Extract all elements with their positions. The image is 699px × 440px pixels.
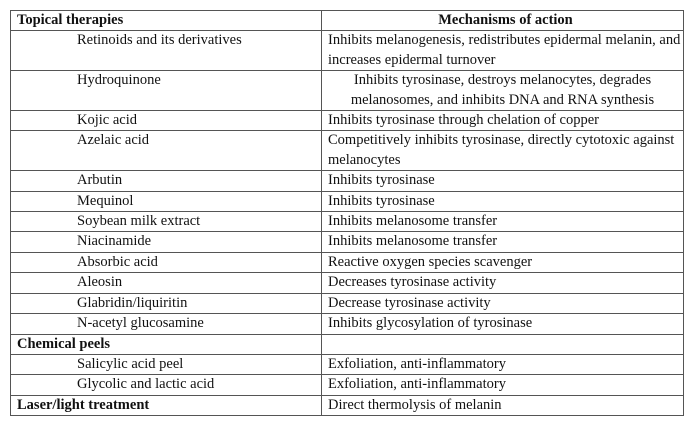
therapy-name: N-acetyl glucosamine <box>11 314 322 334</box>
table-row <box>11 212 684 232</box>
table-row <box>11 252 684 272</box>
therapy-name: Mequinol <box>11 191 322 211</box>
therapy-name: Glabridin/liquiritin <box>11 293 322 313</box>
therapy-name: Hydroquinone <box>11 71 322 111</box>
header-topical-therapies: Topical therapies <box>11 11 322 31</box>
mechanism-text <box>322 334 684 354</box>
header-mechanisms-of-action: Mechanisms of action <box>322 11 684 31</box>
table-row <box>11 111 684 131</box>
therapy-name: Retinoids and its derivatives <box>11 31 322 71</box>
table-row <box>11 191 684 211</box>
section-title: Laser/light treatment <box>11 395 322 415</box>
mechanism-text: Competitively inhibits tyrosinase, directly cytotoxic against melanocytes <box>322 131 684 171</box>
table-row <box>11 31 684 71</box>
table-row <box>11 171 684 191</box>
section-title: Chemical peels <box>11 334 322 354</box>
mechanism-text: Decrease tyrosinase activity <box>322 293 684 313</box>
therapy-name: Arbutin <box>11 171 322 191</box>
therapy-name: Soybean milk extract <box>11 212 322 232</box>
therapy-name: Kojic acid <box>11 111 322 131</box>
mechanism-text: Inhibits tyrosinase, destroys melanocytes, degrades melanosomes, and inhibits DNA and RNA synthesis <box>322 71 684 111</box>
mechanism-text: Decreases tyrosinase activity <box>322 273 684 293</box>
table-row <box>11 131 684 171</box>
mechanism-text: Exfoliation, anti-inflammatory <box>322 354 684 374</box>
therapy-name: Azelaic acid <box>11 131 322 171</box>
section-row <box>11 334 684 354</box>
table-header-row <box>11 11 684 31</box>
mechanism-text: Inhibits tyrosinase <box>322 191 684 211</box>
therapy-table-wrapper <box>10 10 684 416</box>
therapy-name: Salicylic acid peel <box>11 354 322 374</box>
table-body <box>11 31 684 416</box>
mechanism-text: Inhibits melanosome transfer <box>322 212 684 232</box>
table-row <box>11 354 684 374</box>
therapy-name: Absorbic acid <box>11 252 322 272</box>
mechanism-text: Inhibits melanogenesis, redistributes epidermal melanin, and increases epidermal turnover <box>322 31 684 71</box>
table-row <box>11 375 684 395</box>
therapy-name: Aleosin <box>11 273 322 293</box>
therapy-name: Niacinamide <box>11 232 322 252</box>
mechanism-text: Exfoliation, anti-inflammatory <box>322 375 684 395</box>
mechanism-text: Reactive oxygen species scavenger <box>322 252 684 272</box>
section-row <box>11 395 684 415</box>
table-row <box>11 314 684 334</box>
table-row <box>11 293 684 313</box>
mechanism-text: Inhibits melanosome transfer <box>322 232 684 252</box>
mechanism-text: Inhibits tyrosinase <box>322 171 684 191</box>
therapy-name: Glycolic and lactic acid <box>11 375 322 395</box>
mechanism-text: Inhibits glycosylation of tyrosinase <box>322 314 684 334</box>
therapy-mechanism-table <box>10 10 684 416</box>
table-row <box>11 232 684 252</box>
table-row <box>11 71 684 111</box>
table-row <box>11 273 684 293</box>
mechanism-text: Direct thermolysis of melanin <box>322 395 684 415</box>
mechanism-text: Inhibits tyrosinase through chelation of copper <box>322 111 684 131</box>
